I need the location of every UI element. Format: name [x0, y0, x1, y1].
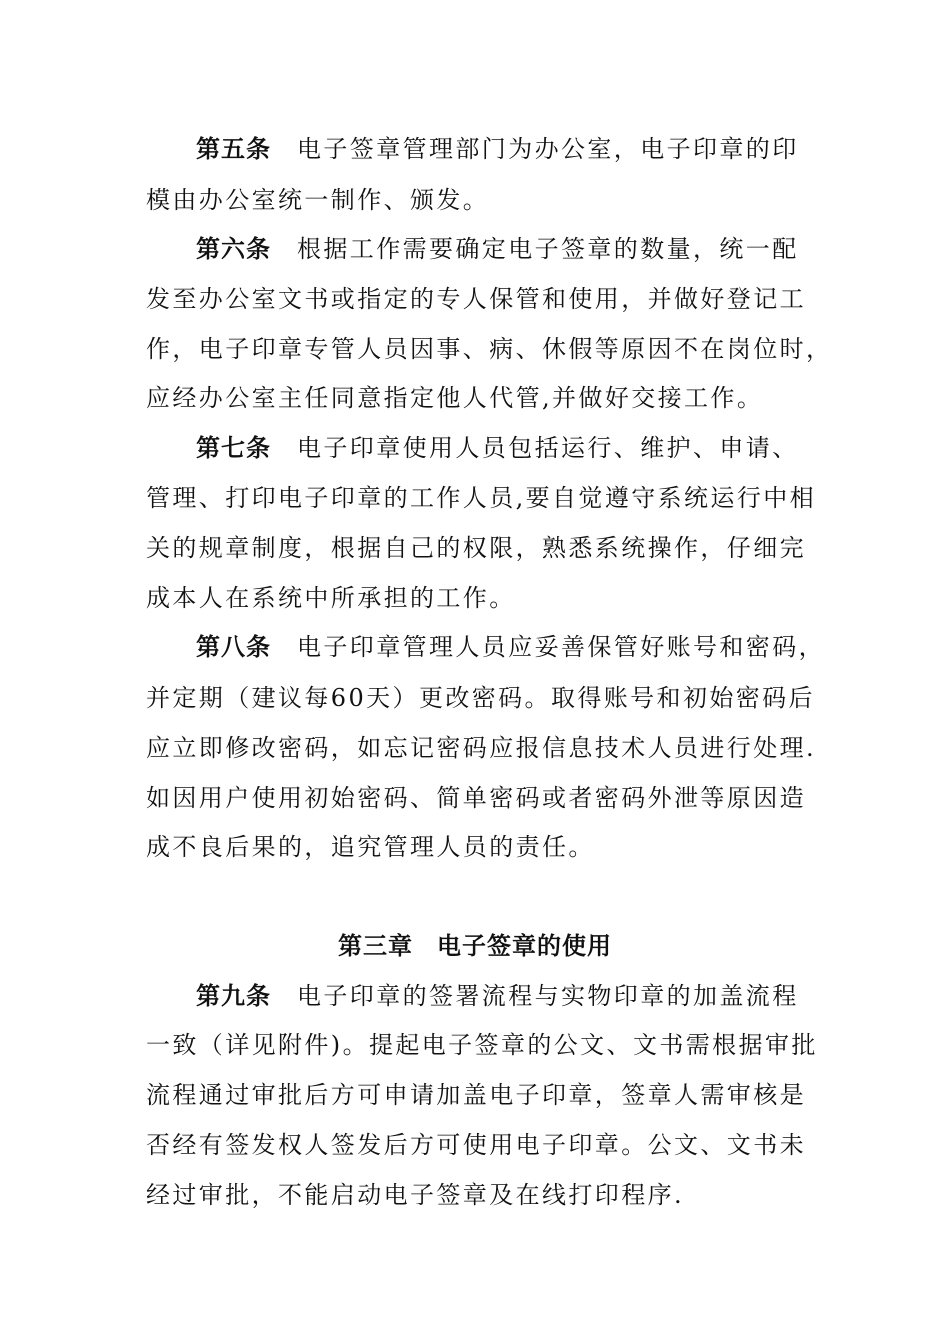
- article-9-text: 电子印章的签署流程与实物印章的加盖流程: [297, 982, 799, 1010]
- article-9-line-4: 否经有签发权人签发后方可使用电子印章。公文、文书未: [146, 1131, 806, 1159]
- article-5-line-1: [196, 134, 856, 164]
- article-7-label: 第七条: [196, 434, 271, 462]
- chapter-3-number: 第三章: [338, 932, 413, 960]
- article-7-line-4: 成本人在系统中所承担的工作。: [146, 584, 516, 612]
- article-7-line-1: [196, 433, 856, 463]
- article-6-line-1: [196, 234, 856, 264]
- chapter-3-title: 电子签章的使用: [437, 932, 612, 960]
- chapter-3-heading: [0, 931, 950, 961]
- article-6-line-3: 作，电子印章专管人员因事、病、休假等原因不在岗位时，: [146, 335, 833, 363]
- article-8-label: 第八条: [196, 633, 271, 661]
- article-8-line-2: 并定期（建议每60天）更改密码。取得账号和初始密码后: [146, 684, 815, 712]
- article-9-line-3: 流程通过审批后方可申请加盖电子印章，签章人需审核是: [146, 1081, 806, 1109]
- article-7-line-3: 关的规章制度，根据自己的权限，熟悉系统操作，仔细完: [146, 534, 806, 562]
- article-8-line-4: 如因用户使用初始密码、简单密码或者密码外泄等原因造: [146, 784, 806, 812]
- article-7-line-2: 管理、打印电子印章的工作人员,要自觉遵守系统运行中相: [146, 484, 817, 512]
- article-9-label: 第九条: [196, 982, 271, 1010]
- article-6-label: 第六条: [196, 235, 271, 263]
- article-9-line-2: 一致（详见附件)。提起电子签章的公文、文书需根据审批: [146, 1031, 818, 1059]
- article-9-line-1: [196, 981, 856, 1011]
- article-8-line-3: 应立即修改密码，如忘记密码应报信息技术人员进行处理.: [146, 734, 817, 762]
- article-6-text: 根据工作需要确定电子签章的数量，统一配: [297, 235, 799, 263]
- article-8-line-1: [196, 632, 856, 662]
- article-6-line-2: 发至办公室文书或指定的专人保管和使用，并做好登记工: [146, 285, 806, 313]
- article-8-line-5: 成不良后果的，追究管理人员的责任。: [146, 833, 595, 861]
- article-8-text: 电子印章管理人员应妥善保管好账号和密码，: [297, 633, 825, 661]
- article-7-text: 电子印章使用人员包括运行、维护、申请、: [297, 434, 799, 462]
- article-9-line-5: 经过审批，不能启动电子签章及在线打印程序.: [146, 1181, 685, 1209]
- article-5-line-2: 模由办公室统一制作、颁发。: [146, 186, 490, 214]
- article-5-label: 第五条: [196, 135, 271, 163]
- article-6-line-4: 应经办公室主任同意指定他人代管,并做好交接工作。: [146, 384, 764, 412]
- article-5-text: 电子签章管理部门为办公室，电子印章的印: [297, 135, 799, 163]
